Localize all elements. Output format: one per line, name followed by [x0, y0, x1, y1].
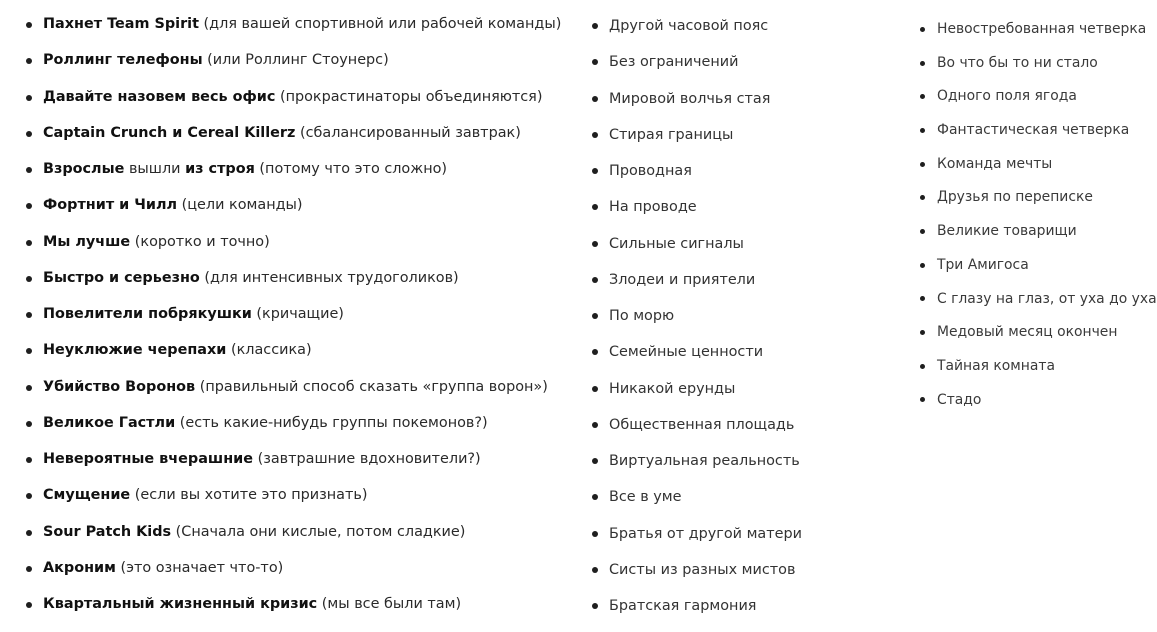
bullet-icon [920, 61, 925, 66]
list-item [590, 481, 910, 517]
team-name-note: (кричащие) [251, 306, 344, 322]
team-name-note: (Сначала они кислые, потом сладкие) [171, 523, 466, 540]
team-name-text: Семейные ценности [609, 344, 764, 361]
team-name-text: Стадо [937, 391, 982, 408]
bullet-icon [592, 386, 598, 392]
bullet-icon [592, 603, 598, 609]
team-name-note: (мы все были там) [317, 596, 462, 612]
team-name-text: На проводе [609, 199, 697, 216]
bullet-icon [26, 421, 32, 427]
team-name-text: Фортнит и Чилл [43, 197, 178, 214]
bullet-icon [920, 27, 925, 32]
list-item [590, 373, 910, 409]
list-item [918, 317, 1154, 351]
team-name-note: (потому что это сложно) [254, 161, 448, 177]
list-item [918, 284, 1157, 318]
list-item [24, 480, 584, 516]
list-item [590, 191, 910, 227]
team-name-text: Одного поля ягода [937, 88, 1077, 105]
team-name-text: Братья от другой матери [609, 525, 802, 542]
bullet-icon [592, 204, 598, 210]
list-item [590, 155, 910, 191]
list-item [24, 372, 584, 408]
list-item [24, 589, 584, 625]
bullet-icon [26, 22, 32, 28]
team-name-text: Неуклюжие черепахи [43, 342, 227, 359]
team-name-text: Виртуальная реальность [609, 453, 800, 469]
team-name-text: Взрослые [43, 161, 125, 177]
list-item [24, 299, 584, 335]
bullet-icon [592, 567, 598, 573]
bullet-icon [26, 348, 32, 354]
bullet-icon [26, 530, 32, 536]
list-item [24, 190, 584, 226]
team-name-text: Команда мечты [937, 155, 1053, 172]
team-name-text: Во что бы то ни стало [937, 54, 1098, 71]
list-item [918, 48, 1154, 82]
bullet-icon [592, 59, 598, 65]
list-item [24, 9, 584, 45]
list-item [590, 409, 910, 445]
team-names-list-column-3 [918, 14, 1157, 418]
team-name-note: (или Роллинг Стоунерс) [202, 52, 389, 69]
list-item [24, 335, 584, 371]
bullet-icon [592, 313, 598, 319]
list-item [24, 444, 584, 480]
team-name-text: Быстро и серьезно [43, 269, 200, 286]
team-name-text: Великое Гастли [43, 414, 176, 431]
team-names-list-column-2 [590, 10, 910, 626]
list-item [918, 115, 1154, 149]
team-name-text: Без ограничений [609, 54, 739, 71]
team-name-text: С глазу на глаз, от уха до уха [937, 290, 1157, 307]
list-item [918, 216, 1154, 250]
bullet-icon [920, 330, 925, 335]
team-name-note: (это означает что-то) [115, 559, 284, 576]
list-item [24, 227, 584, 263]
team-name-note: вышли [124, 161, 186, 177]
list-item [918, 351, 1154, 385]
team-name-text: Смущение [43, 487, 131, 504]
team-names-list-column-1 [24, 9, 584, 625]
list-item [918, 81, 1154, 115]
bullet-icon [26, 240, 32, 246]
team-name-text: Пахнет Team Spirit [43, 16, 199, 32]
list-item [918, 182, 1154, 216]
team-name-text: Медовый месяц окончен [937, 324, 1118, 341]
team-name-text: Проводная [609, 163, 692, 179]
team-name-text: Никакой ерунды [609, 380, 736, 397]
list-item [590, 554, 910, 590]
team-name-text: Акроним [43, 559, 116, 576]
team-name-note: (прокрастинаторы объединяются) [275, 88, 543, 105]
team-name-text: Сильные сигналы [609, 235, 744, 252]
bullet-icon [26, 457, 32, 463]
team-name-note: (для интенсивных трудоголиков) [199, 269, 459, 286]
team-name-note: (коротко и точно) [130, 233, 270, 250]
list-item [918, 149, 1154, 183]
bullet-icon [26, 276, 32, 282]
list-item [918, 385, 1154, 419]
team-name-text: Роллинг телефоны [43, 52, 203, 69]
list-item [24, 82, 584, 118]
team-name-text: Все в уме [609, 489, 682, 506]
list-item [590, 83, 910, 119]
bullet-icon [592, 96, 598, 102]
bullet-icon [26, 602, 32, 608]
team-name-text: По морю [609, 308, 675, 324]
bullet-icon [592, 494, 598, 500]
list-item [24, 118, 584, 154]
bullet-icon [920, 94, 925, 99]
team-name-text: Общественная площадь [609, 416, 795, 433]
bullet-icon [920, 263, 925, 268]
list-item [590, 10, 910, 46]
team-name-note: (сбалансированный завтрак) [295, 124, 521, 141]
team-name-text: Стирая границы [609, 126, 734, 143]
team-name-text: Невостребованная четверка [937, 21, 1147, 37]
list-item [590, 228, 910, 264]
bullet-icon [920, 364, 925, 369]
team-name-text: Тайная комната [937, 357, 1055, 374]
bullet-icon [592, 132, 598, 138]
team-name-text: Другой часовой пояс [609, 18, 769, 34]
bullet-icon [592, 458, 598, 464]
list-item [24, 517, 584, 553]
team-name-text: из строя [185, 161, 255, 177]
bullet-icon [26, 493, 32, 499]
team-name-text: Невероятные вчерашние [43, 451, 253, 467]
list-item [590, 46, 910, 82]
bullet-icon [26, 203, 32, 209]
team-name-text: Квартальный жизненный кризис [43, 596, 318, 612]
team-name-text: Мировой волчья стая [609, 90, 771, 107]
bullet-icon [920, 397, 925, 402]
team-name-text: Великие товарищи [937, 223, 1077, 240]
list-item [24, 263, 584, 299]
list-item [24, 45, 584, 81]
bullet-icon [920, 229, 925, 234]
team-name-note: (для вашей спортивной или рабочей команды) [198, 16, 562, 32]
list-item [590, 590, 910, 626]
team-name-text: Систы из разных мистов [609, 561, 796, 578]
list-item [590, 445, 910, 481]
bullet-icon [26, 95, 32, 101]
bullet-icon [26, 131, 32, 137]
team-name-note: (классика) [226, 342, 312, 359]
bullet-icon [592, 168, 598, 174]
team-name-note: (если вы хотите это признать) [130, 487, 368, 504]
team-name-text: Повелители побрякушки [43, 306, 252, 322]
list-item [918, 250, 1154, 284]
bullet-icon [26, 167, 32, 173]
team-name-note: (правильный способ сказать «группа ворон») [195, 378, 548, 395]
list-item [918, 14, 1154, 48]
team-name-text: Давайте назовем весь офис [43, 88, 276, 105]
bullet-icon [920, 296, 925, 301]
bullet-icon [920, 195, 925, 200]
bullet-icon [592, 277, 598, 283]
team-name-text: Фантастическая четверка [937, 122, 1130, 139]
list-item [590, 336, 910, 372]
list-item [590, 119, 910, 155]
bullet-icon [26, 312, 32, 318]
team-name-text: Злодеи и приятели [609, 271, 756, 288]
team-name-text: Captain Crunch и Cereal Killerz [43, 124, 296, 141]
list-item [24, 408, 584, 444]
bullet-icon [920, 162, 925, 167]
team-name-note: (цели команды) [177, 197, 303, 214]
team-name-text: Убийство Воронов [43, 378, 196, 395]
team-name-text: Мы лучше [43, 233, 131, 250]
bullet-icon [26, 58, 32, 64]
list-item [590, 264, 910, 300]
list-item [24, 553, 584, 589]
bullet-icon [592, 241, 598, 247]
bullet-icon [592, 349, 598, 355]
list-item [24, 154, 584, 190]
bullet-icon [26, 566, 32, 572]
bullet-icon [26, 385, 32, 391]
bullet-icon [592, 531, 598, 537]
team-name-text: Sour Patch Kids [43, 523, 172, 540]
list-item [590, 300, 910, 336]
team-name-note: (завтрашние вдохновители?) [253, 451, 481, 467]
team-name-text: Друзья по переписке [937, 189, 1093, 206]
team-name-note: (есть какие-нибудь группы покемонов?) [175, 414, 488, 431]
bullet-icon [592, 422, 598, 428]
bullet-icon [920, 128, 925, 133]
bullet-icon [592, 23, 598, 29]
team-name-text: Три Амигоса [937, 256, 1029, 273]
team-name-text: Братская гармония [609, 598, 757, 614]
list-item [590, 518, 910, 554]
